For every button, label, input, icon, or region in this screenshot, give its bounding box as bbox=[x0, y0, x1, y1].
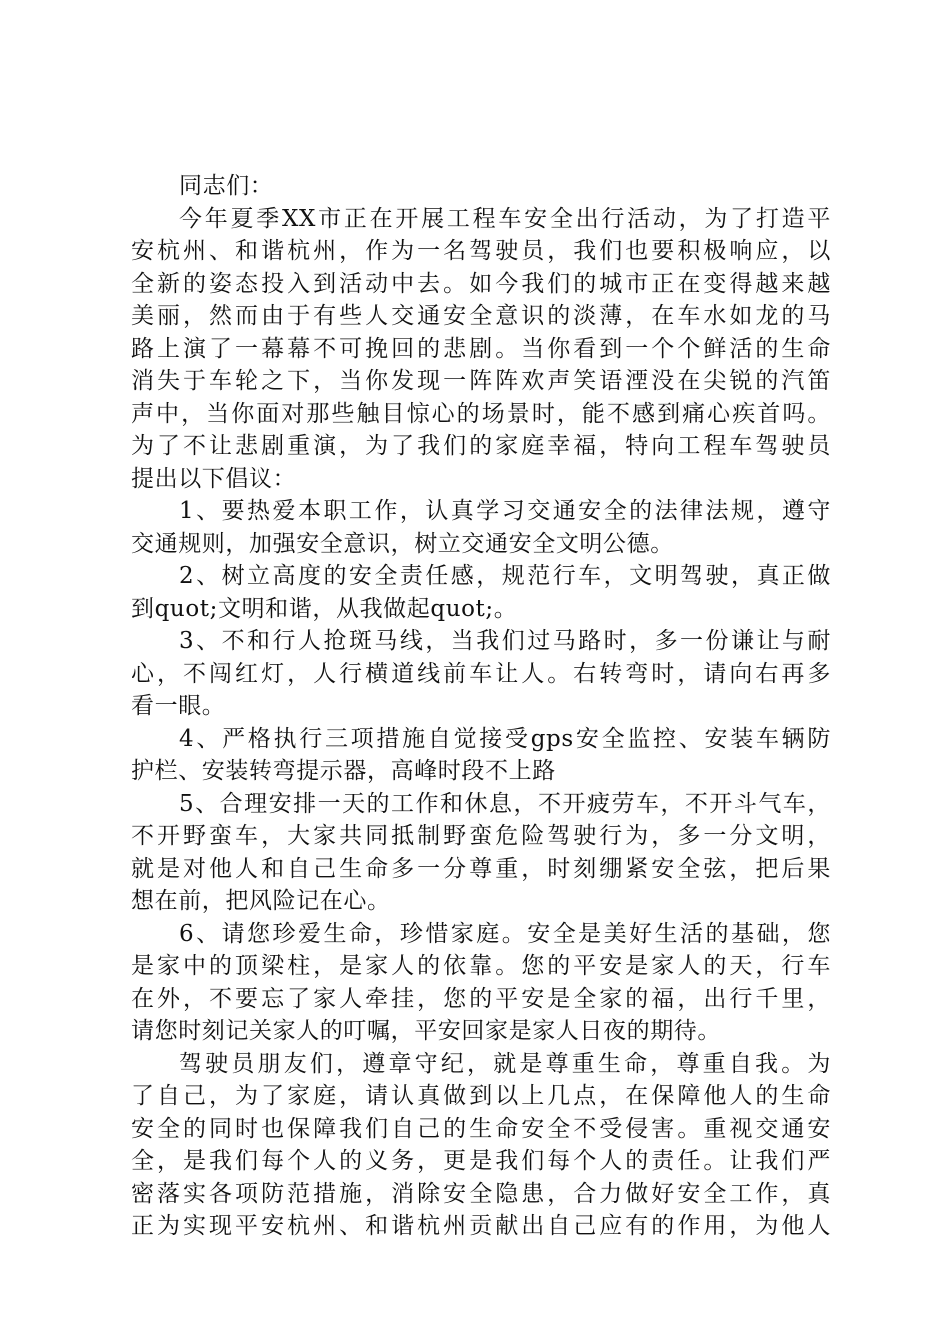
salutation: 同志们： bbox=[179, 173, 274, 199]
text-line: 护栏、安装转弯提示器，高峰时段不上路 bbox=[131, 758, 556, 784]
text-line: 到quot;文明和谐，从我做起quot;。 bbox=[131, 595, 518, 622]
text-line: 密落实各项防范措施，消除安全隐患，合力做好安全工作，真 bbox=[131, 1180, 831, 1207]
text-line: 消失于车轮之下，当你发现一阵阵欢声笑语湮没在尖锐的汽笛 bbox=[131, 368, 831, 394]
text-line: 6、请您珍爱生命，珍惜家庭。安全是美好生活的基础，您 bbox=[179, 920, 831, 947]
text-line: 是家中的顶梁柱，是家人的依靠。您的平安是家人的天，行车 bbox=[131, 953, 831, 979]
text-line: 路上演了一幕幕不可挽回的悲剧。当你看到一个个鲜活的生命 bbox=[131, 335, 831, 362]
text-line: 全，是我们每个人的义务，更是我们每个人的责任。让我们严 bbox=[131, 1148, 831, 1174]
text-line: 2、树立高度的安全责任感，规范行车，文明驾驶，真正做 bbox=[179, 563, 831, 589]
text-line: 看一眼。 bbox=[131, 693, 226, 719]
text-line: 正为实现平安杭州、和谐杭州贡献出自己应有的作用，为他人 bbox=[131, 1213, 831, 1239]
text-line: 4、严格执行三项措施自觉接受gps安全监控、安装车辆防 bbox=[179, 725, 831, 752]
text-line: 请您时刻记关家人的叮嘱，平安回家是家人日夜的期待。 bbox=[131, 1018, 721, 1044]
text-line: 今年夏季XX市正在开展工程车安全出行活动，为了打造平 bbox=[179, 205, 831, 232]
text-line: 想在前，把风险记在心。 bbox=[131, 888, 391, 914]
text-line: 心，不闯红灯，人行横道线前车让人。右转弯时，请向右再多 bbox=[131, 660, 831, 687]
text-line: 3、不和行人抢斑马线，当我们过马路时，多一份谦让与耐 bbox=[179, 628, 831, 654]
text-line: 了自己，为了家庭，请认真做到以上几点，在保障他人的生命 bbox=[131, 1083, 831, 1109]
text-line: 1、要热爱本职工作，认真学习交通安全的法律法规，遵守 bbox=[179, 498, 831, 524]
text-line: 驾驶员朋友们，遵章守纪，就是尊重生命，尊重自我。为 bbox=[179, 1050, 831, 1077]
text-line: 交通规则，加强安全意识，树立交通安全文明公德。 bbox=[131, 530, 674, 557]
text-line: 不开野蛮车，大家共同抵制野蛮危险驾驶行为，多一分文明， bbox=[131, 823, 831, 849]
text-line: 全新的姿态投入到活动中去。如今我们的城市正在变得越来越 bbox=[131, 270, 831, 297]
text-line: 声中，当你面对那些触目惊心的场景时，能不感到痛心疾首吗。 bbox=[131, 400, 831, 427]
text-line: 就是对他人和自己生命多一分尊重，时刻绷紧安全弦，把后果 bbox=[131, 855, 831, 882]
text-line: 美丽，然而由于有些人交通安全意识的淡薄，在车水如龙的马 bbox=[131, 303, 831, 329]
text-line: 提出以下倡议： bbox=[131, 465, 297, 492]
text-line: 安杭州、和谐杭州，作为一名驾驶员，我们也要积极响应，以 bbox=[131, 238, 831, 264]
text-line: 5、合理安排一天的工作和休息，不开疲劳车，不开斗气车， bbox=[179, 790, 831, 817]
text-line: 为了不让悲剧重演，为了我们的家庭幸福，特向工程车驾驶员 bbox=[131, 433, 831, 459]
text-line: 在外，不要忘了家人牵挂，您的平安是全家的福，出行千里， bbox=[131, 985, 831, 1012]
text-line: 安全的同时也保障我们自己的生命安全不受侵害。重视交通安 bbox=[131, 1115, 831, 1142]
document-body bbox=[131, 170, 831, 1243]
